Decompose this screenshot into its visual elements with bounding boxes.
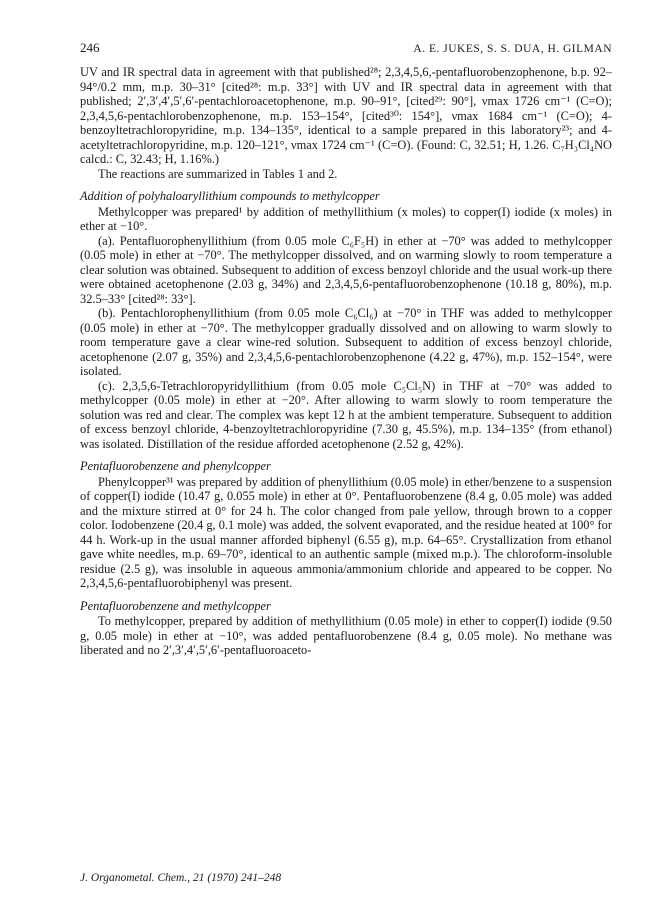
paragraph: Methylcopper was prepared¹ by addition of methyllithium (x moles) to copper(I) iodide (x moles) in ether at −10°. [80,204,612,233]
journal-citation: J. Organometal. Chem., 21 (1970) 241–248 [80,872,282,884]
paragraph: UV and IR spectral data in agreement with that published²⁸; 2,3,4,5,6,-pentafluorobenzophenone, b.p. 92–94°/0.2 mm, m.p. 30–31° [cited²⁸: m.p. 33°] with UV and IR spectral data in agreement with that published; 2′,3′,4′,5′,6′-pentachloroacetophenone, m.p. 90–91°, [cited²⁹: 90°], νmax 1726 cm⁻¹ (C=O); 2,3,4,5,6-pentachlorobenzophenone, m.p. 153–154°, [cited³⁰: 154°], νmax 1684 cm⁻¹ (C=O); 4-benzoyltetrachloropyridine, m.p. 134–135°, identical to a sample prepared in this laboratory²³; and 4-acetyltetrachloropyridine, m.p. 120–121°, νmax 1724 cm⁻¹ (C=O). (Found: C, 32.51; H, 1.26. C₇H₃Cl₄NO calcd.: C, 32.43; H, 1.16%.) [80,65,612,166]
paragraph: Phenylcopper³¹ was prepared by addition of phenyllithium (0.05 mole) in ether/benzene to a suspension of copper(I) iodide (10.47 g, 0.055 mole) in ether at 0°. Pentafluorobenzene (8.4 g, 0.05 mole) was added and the mixture stirred at 0° for 24 h. The color changed from pale yellow, through brown to a copper color. Iodobenzene (20.4 g, 0.1 mole) was added, the solvent evaporated, and the residue heated at 100° for 44 h. Work-up in the usual manner afforded biphenyl (6.55 g), m.p. 64–65°. Crystallization from ethanol gave white needles, m.p. 69–70°, identical to an authentic sample (mixed m.p.). The chloroform-insoluble residue (2.5 g), was insoluble in aqueous ammonia/ammonium chloride and appeared to be copper. No 2,3,4,5,6-pentafluorobiphenyl was present. [80,474,612,590]
page-number: 246 [80,40,100,55]
page-content [80,40,612,658]
paragraph: (c). 2,3,5,6-Tetrachloropyridyllithium (from 0.05 mole C₅Cl₅N) in THF at −70° was added to methylcopper (0.05 mole) in ether at −20°. After allowing to warm slowly to room temperature the solution was red and clear. The complex was kept 12 h at the ambient temperature. Subsequent to addition of excess benzoyl chloride, 4-benzoyltetrachloropyridine (7.30 g, 45.5%), m.p. 134–135° (from ethanol) was isolated. Distillation of the residue afforded acetophenone (2.52 g, 42%). [80,378,612,451]
running-authors: A. E. JUKES, S. S. DUA, H. GILMAN [413,43,612,55]
paragraph: (a). Pentafluorophenyllithium (from 0.05 mole C₆F₅H) in ether at −70° was added to methylcopper (0.05 mole) in ether at −70°. The methylcopper dissolved, and on warming slowly to room temperature a clear solution was obtained. Subsequent to addition of excess benzoyl chloride and the usual work-up there were obtained acetophenone (2.03 g, 34%) and 2,3,4,5,6-pentafluorobenzophenone (10.18 g, 80%), m.p. 32.5–33° [cited²⁸: 33°]. [80,233,612,306]
section-heading: Pentafluorobenzene and phenylcopper [80,459,271,473]
section-heading: Pentafluorobenzene and methylcopper [80,598,271,613]
paragraph: The reactions are summarized in Tables 1 and 2. [98,166,338,181]
paragraph: (b). Pentachlorophenyllithium (from 0.05 mole C₆Cl₆) at −70° in THF was added to methylcopper (0.05 mole) in ether at −70°. The methylcopper gradually dissolved and on allowing to warm slowly to room temperature gave a clear wine-red solution. Subsequent to addition of excess benzoyl chloride, acetophenone (2.07 g, 35%) and 2,3,4,5,6-pentachlorobenzophenone (4.22 g, 47%), m.p. 152–154°, were isolated. [80,306,612,378]
paragraph: To methylcopper, prepared by addition of methyllithium (0.05 mole) in ether to copper(I) iodide (9.50 g, 0.05 mole) in ether at −10°, was added pentafluorobenzene (8.4 g, 0.05 mole). No methane was liberated and no 2′,3′,4′,5′,6′-pentafluoroaceto- [80,614,612,657]
section-heading: Addition of polyhaloaryllithium compounds to methylcopper [80,189,380,203]
running-header [80,40,612,56]
